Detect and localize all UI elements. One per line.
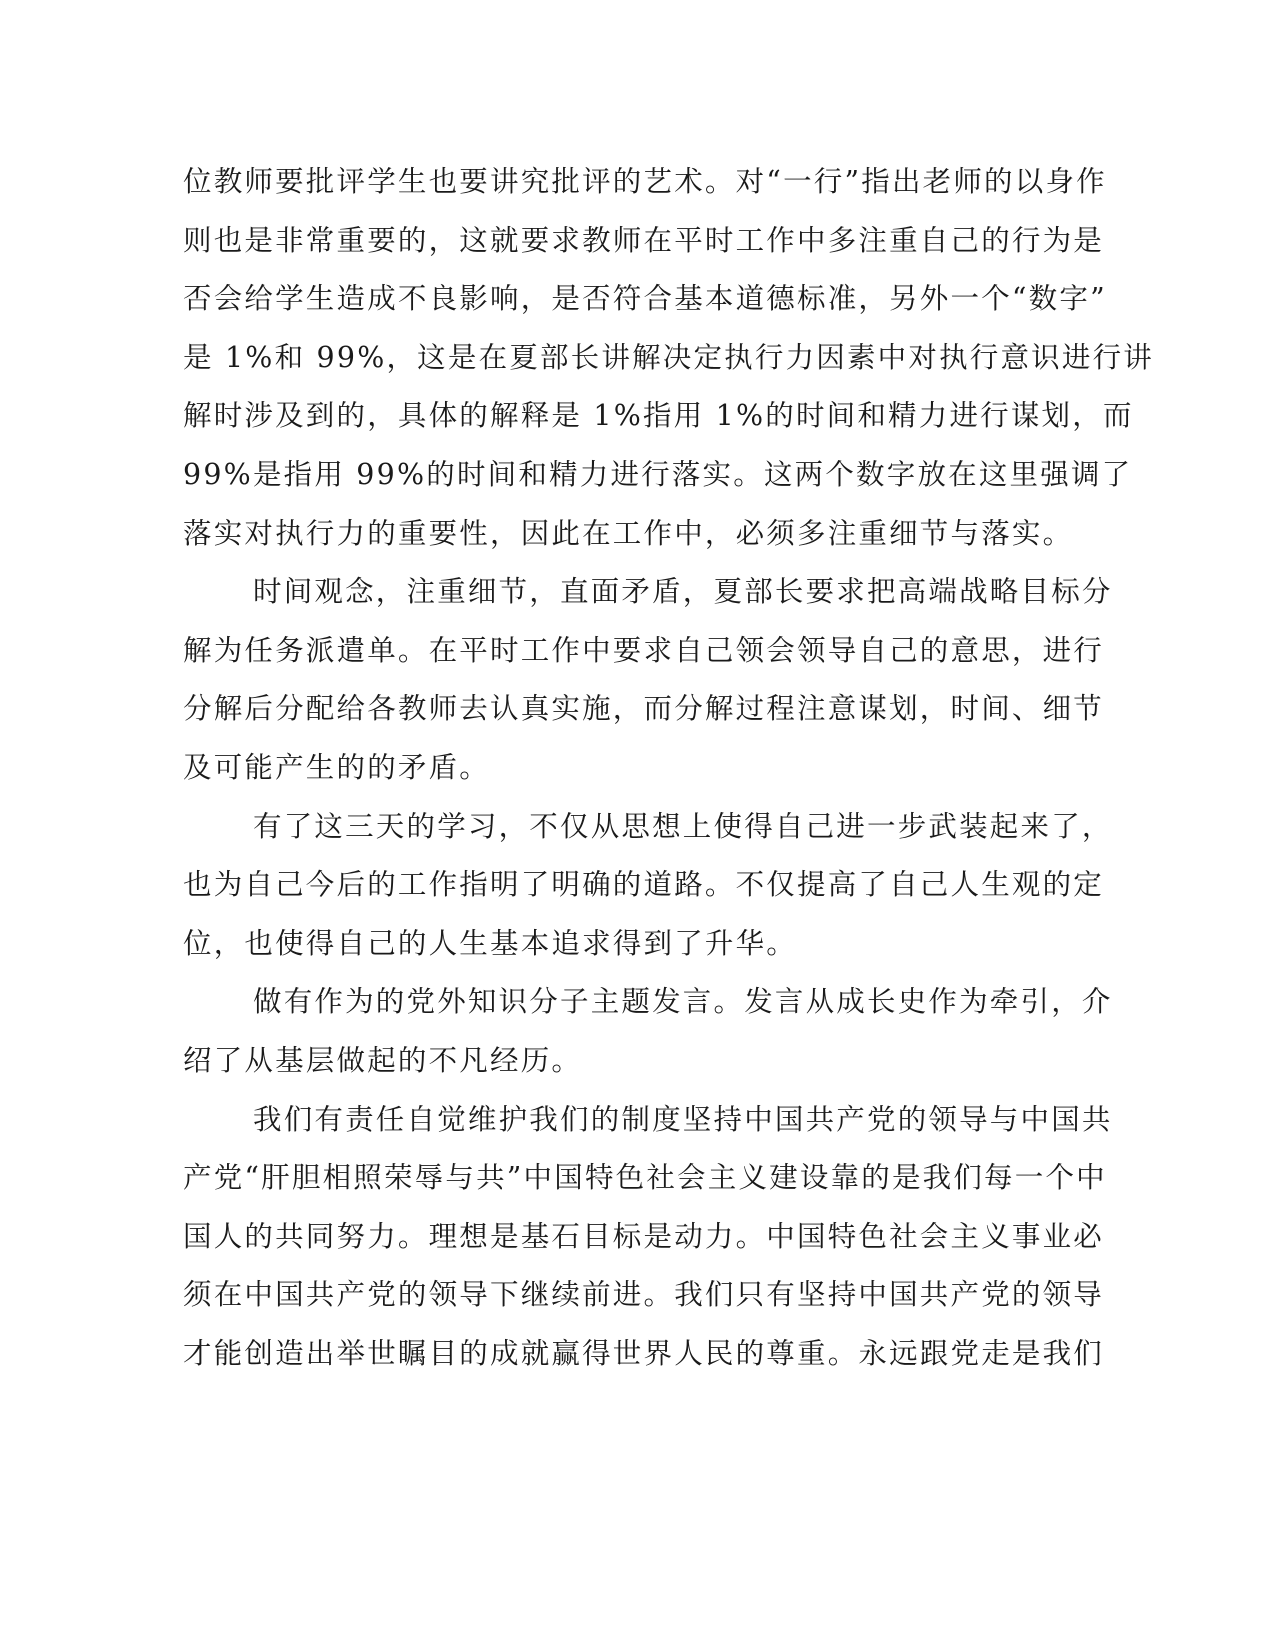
text-line: 也为自己今后的工作指明了明确的道路。不仅提高了自己人生观的定: [183, 868, 1105, 902]
paragraph-first-line: 我们有责任自觉维护我们的制度坚持中国共产党的领导与中国共: [253, 1102, 1113, 1136]
text-line: 须在中国共产党的领导下继续前进。我们只有坚持中国共产党的领导: [183, 1278, 1105, 1312]
text-line: 否会给学生造成不良影响，是否符合基本道德标准，另外一个“数字”: [183, 282, 1107, 316]
paragraph-first-line: 做有作为的党外知识分子主题发言。发言从成长史作为牵引，介: [253, 985, 1113, 1019]
text-line: 国人的共同努力。理想是基石目标是动力。中国特色社会主义事业必: [183, 1219, 1105, 1253]
text-line: 解为任务派遣单。在平时工作中要求自己领会领导自己的意思，进行: [183, 633, 1105, 667]
text-line: 才能创造出举世瞩目的成就赢得世界人民的尊重。永远跟党走是我们: [183, 1336, 1105, 1370]
text-line: 产党“肝胆相照荣辱与共”中国特色社会主义建设靠的是我们每一个中: [183, 1161, 1107, 1195]
paragraph-first-line: 有了这三天的学习，不仅从思想上使得自己进一步武装起来了，: [253, 809, 1113, 843]
text-line: 则也是非常重要的，这就要求教师在平时工作中多注重自己的行为是: [183, 223, 1105, 257]
text-line: 落实对执行力的重要性，因此在工作中，必须多注重细节与落实。: [183, 516, 1074, 550]
text-line: 及可能产生的的矛盾。: [183, 750, 491, 784]
text-line: 位，也使得自己的人生基本追求得到了升华。: [183, 926, 798, 960]
text-line: 分解后分配给各教师去认真实施，而分解过程注意谋划，时间、细节: [183, 692, 1105, 726]
paragraph-first-line: 时间观念，注重细节，直面矛盾，夏部长要求把高端战略目标分: [253, 575, 1113, 609]
body-text: [183, 153, 1154, 1383]
text-line: 绍了从基层做起的不凡经历。: [183, 1043, 583, 1077]
text-line: 99%是指用 99%的时间和精力进行落实。这两个数字放在这里强调了: [183, 457, 1133, 491]
text-line: 解时涉及到的，具体的解释是 1%指用 1%的时间和精力进行谋划，而: [183, 399, 1134, 433]
text-line: 位教师要批评学生也要讲究批评的艺术。对“一行”指出老师的以身作: [183, 165, 1107, 198]
text-line: 是 1%和 99%，这是在夏部长讲解决定执行力因素中对执行意识进行讲: [183, 340, 1154, 374]
